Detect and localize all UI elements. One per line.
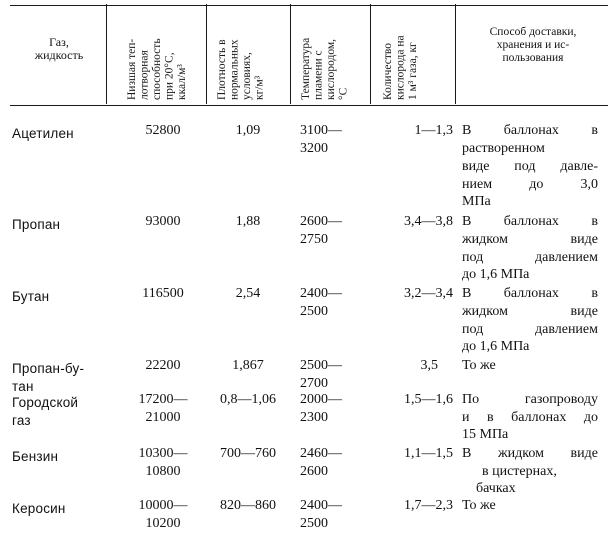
column-divider <box>290 4 291 104</box>
column-divider <box>106 4 107 104</box>
row-method-line: В жидком виде <box>462 446 598 461</box>
row-method-line: растворенном <box>462 141 545 156</box>
row-heat-value: 22200 <box>145 358 181 373</box>
header-oxygen: Количество кислорода на 1 м³ газа, кг <box>382 35 419 100</box>
row-gas-name: Ацетилен <box>12 126 74 141</box>
row-gas-name: Пропан <box>12 217 61 232</box>
row-density-value: 700—760 <box>220 446 276 461</box>
row-gas-name: Бутан <box>12 289 50 304</box>
row-method-line: до 1,6 МПа <box>462 267 530 282</box>
row-temperature-value: 2600— 2750 <box>300 214 342 247</box>
row-method-line: По газопроводу <box>462 392 598 407</box>
row-temperature-value: 3100— 3200 <box>300 123 342 156</box>
row-temperature-value: 2000— 2300 <box>300 392 342 425</box>
row-density-value: 820—860 <box>220 498 276 513</box>
row-gas-name: Пропан-бу- тан <box>12 361 85 394</box>
row-oxygen-value: 1,5—1,6 <box>404 392 453 407</box>
row-method-line: и в баллонах до <box>462 410 598 425</box>
row-temperature-value: 2500— 2700 <box>300 358 342 391</box>
header-rule <box>10 105 608 106</box>
row-method-line: 15 МПа <box>462 427 509 442</box>
row-temperature-value: 2400— 2500 <box>300 286 342 319</box>
row-oxygen-value: 3,4—3,8 <box>404 214 453 229</box>
row-method-line: под давлением <box>462 250 598 265</box>
row-method-line: в цистернах, <box>482 464 557 479</box>
row-oxygen-value: 1,7—2,3 <box>404 498 453 513</box>
row-method-line: жидком виде <box>462 304 598 319</box>
row-temperature-value: 2460— 2600 <box>300 446 342 479</box>
header-method: Способ доставки, хранения и ис- пользования <box>489 26 577 64</box>
row-heat-value: 10300— 10800 <box>138 446 188 479</box>
row-temperature-value: 2400— 2500 <box>300 498 342 531</box>
row-oxygen-value: 1,1—1,5 <box>404 446 453 461</box>
row-heat-value: 17200— 21000 <box>138 392 188 425</box>
row-oxygen-value: 3,2—3,4 <box>404 286 453 301</box>
row-density-value: 1,09 <box>235 123 261 138</box>
column-divider <box>370 4 371 104</box>
row-heat-value: 93000 <box>145 214 181 229</box>
row-method-line: В баллонах в <box>462 214 598 229</box>
row-method-line: виде под давле- <box>462 159 598 174</box>
row-density-value: 1,88 <box>235 214 261 229</box>
row-method-line: В баллонах в <box>462 286 598 301</box>
column-divider <box>206 4 207 104</box>
row-method-line: МПа <box>462 194 491 209</box>
row-heat-value: 10000— 10200 <box>138 498 188 531</box>
header-heat: Низшая теп- лотворная способность при 20°С, ккал/м³ <box>126 38 188 100</box>
header-temperature: Температура пламени с кислородом, °С <box>300 37 350 100</box>
row-gas-name: Городской газ <box>12 395 79 428</box>
row-density-value: 2,54 <box>235 286 261 301</box>
row-method-line: То же <box>462 498 496 513</box>
row-method-line: под давлением <box>462 322 598 337</box>
row-heat-value: 116500 <box>142 286 184 301</box>
row-gas-name: Керосин <box>12 501 66 516</box>
row-oxygen-value: 1—1,3 <box>414 123 453 138</box>
row-method-line: нием до 3,0 <box>462 177 598 192</box>
row-method-line: В баллонах в <box>462 123 598 138</box>
row-gas-name: Бензин <box>12 449 59 464</box>
column-divider <box>455 4 456 104</box>
row-method-line: до 1,6 МПа <box>462 339 530 354</box>
row-density-value: 0,8—1,06 <box>220 392 276 407</box>
row-method-line: бачках <box>476 481 516 496</box>
header-density: Плотность в нормальных условиях, кг/м³ <box>216 39 266 100</box>
row-method-line: То же <box>462 358 496 373</box>
row-density-value: 1,867 <box>232 358 264 373</box>
row-oxygen-value: 3,5 <box>420 358 438 373</box>
row-method-line: жидком виде <box>462 232 598 247</box>
row-heat-value: 52800 <box>145 123 181 138</box>
top-rule <box>10 5 608 6</box>
header-gas: Газ, жидкость <box>34 35 84 62</box>
